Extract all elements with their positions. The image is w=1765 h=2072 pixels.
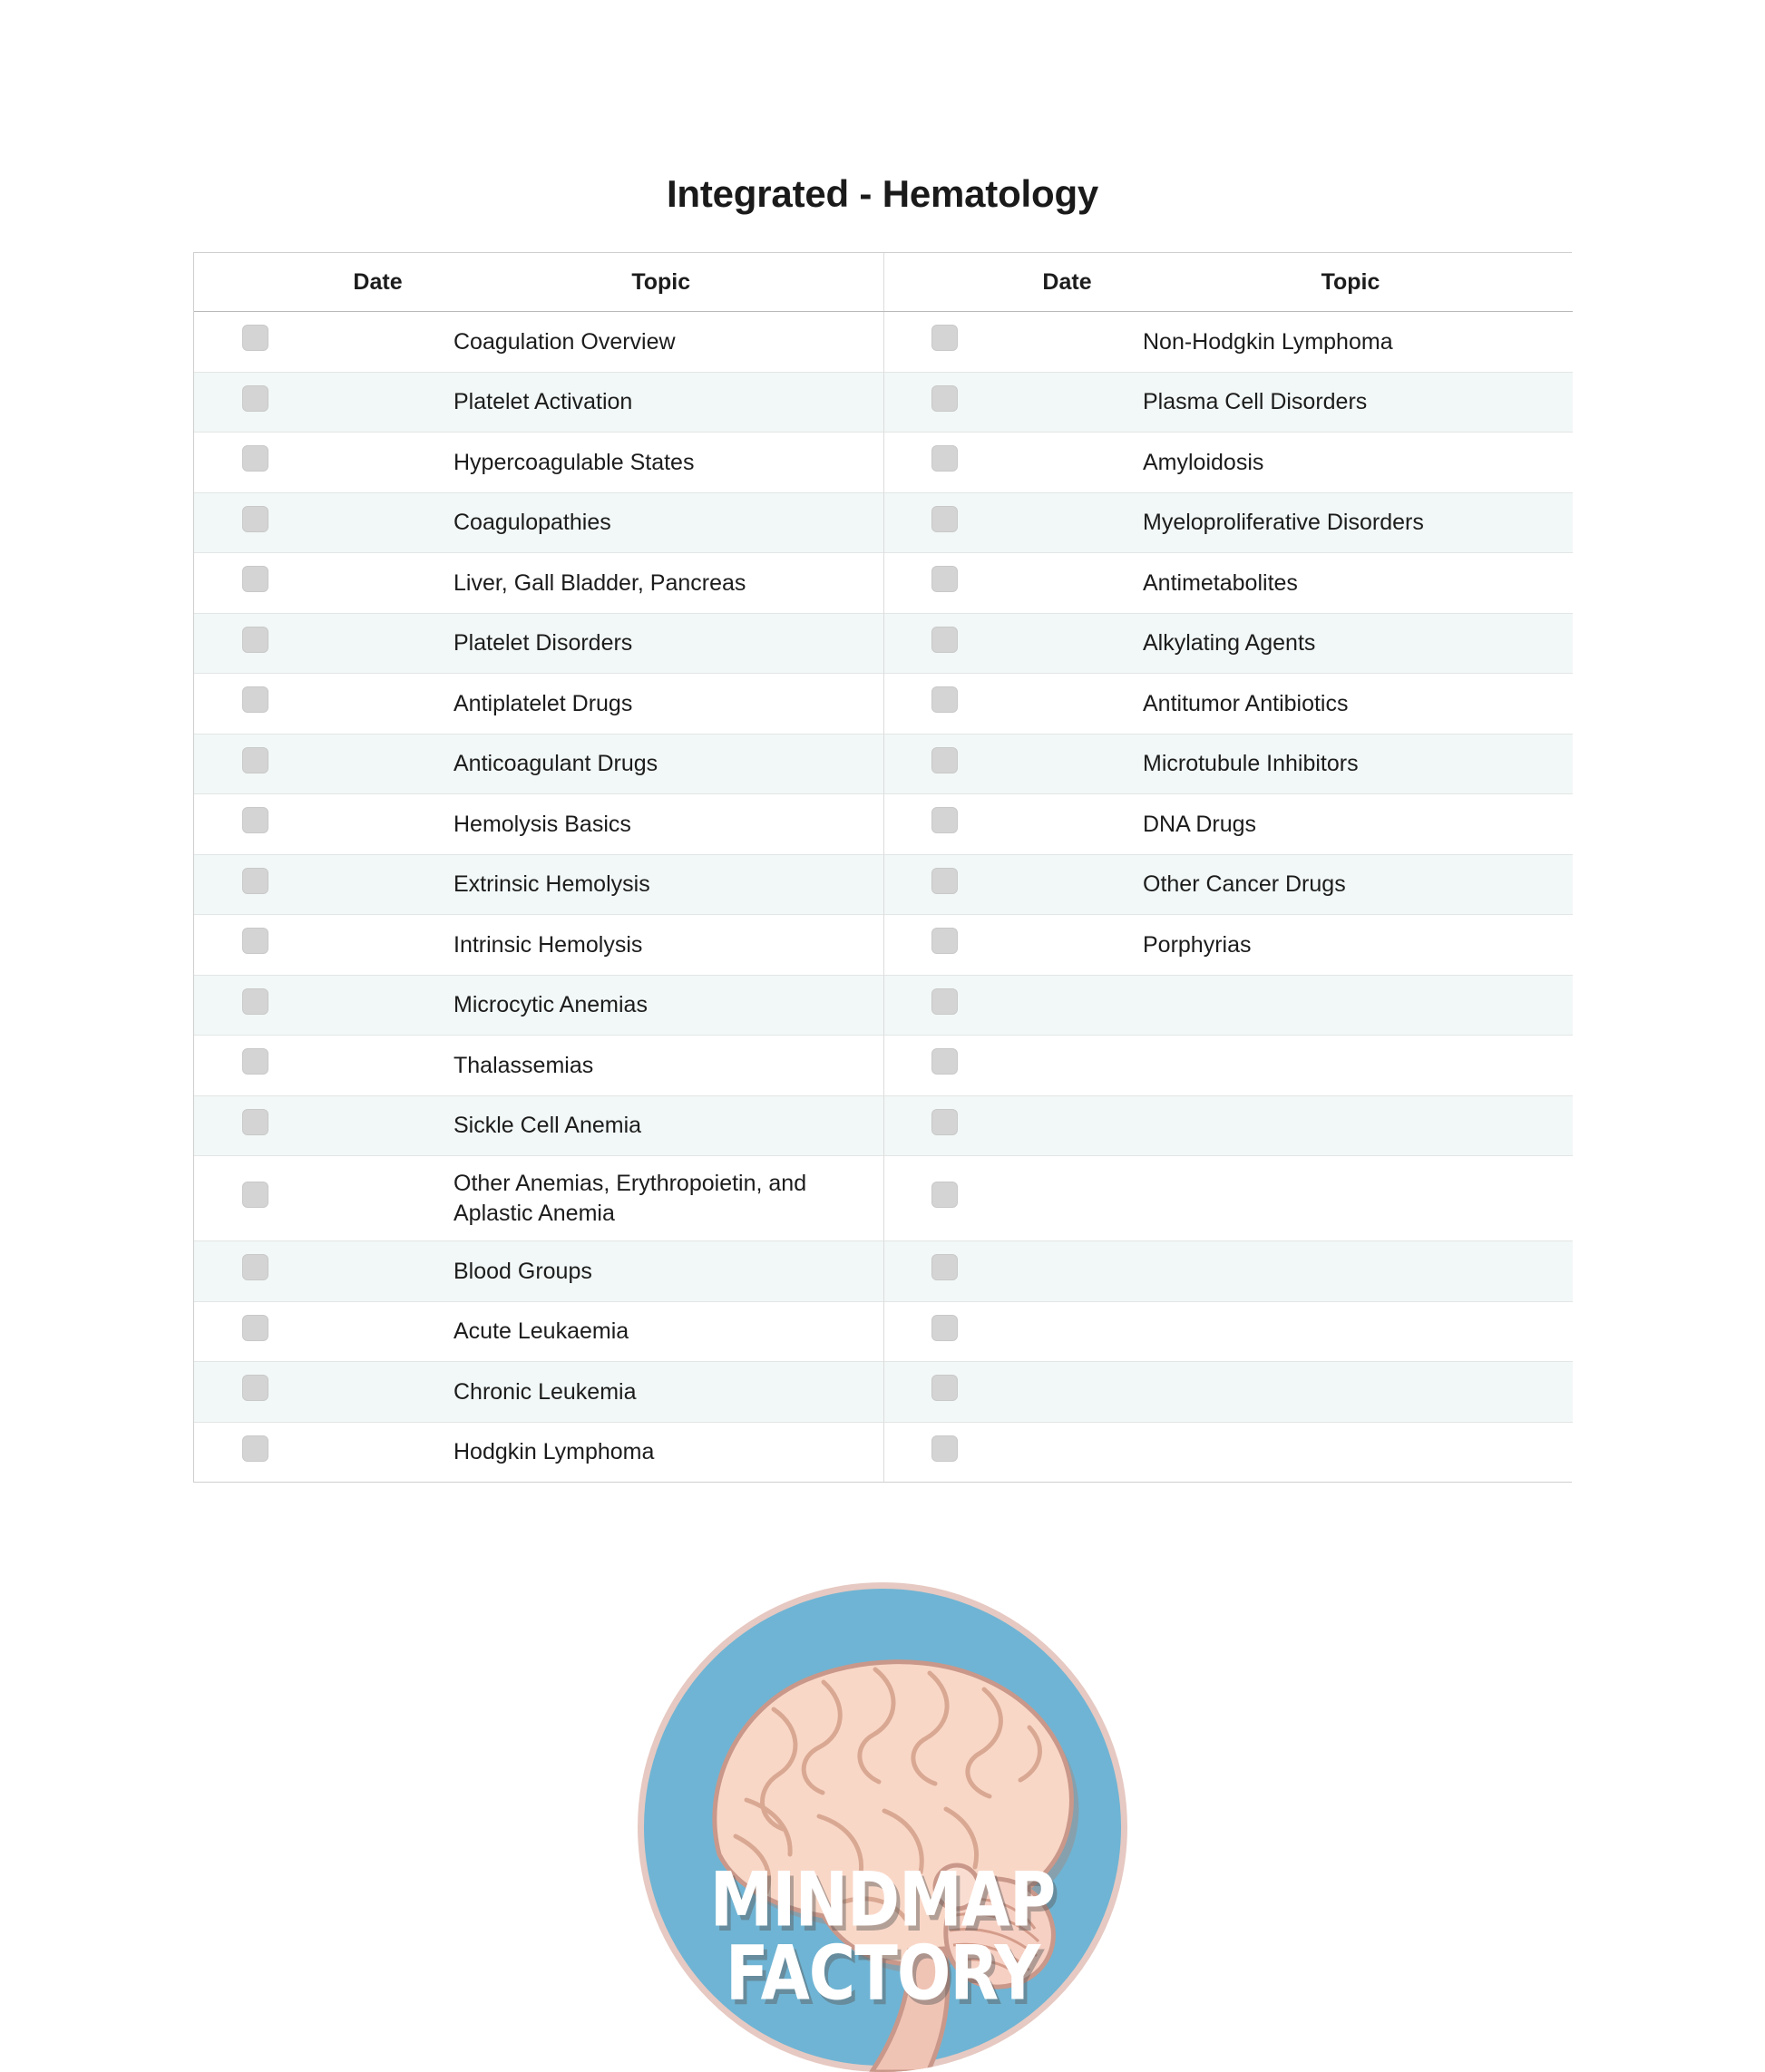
mindmap-factory-logo: [638, 1582, 1127, 2072]
row-date-right[interactable]: [1006, 975, 1128, 1036]
row-date-right[interactable]: [1006, 1422, 1128, 1482]
row-date-right[interactable]: [1006, 1156, 1128, 1241]
table-row: [194, 915, 1573, 976]
row-date-right[interactable]: [1006, 1095, 1128, 1156]
checkbox-right[interactable]: [931, 1109, 958, 1135]
table-row: [194, 1301, 1573, 1362]
row-checkbox-cell-left: [194, 613, 317, 674]
row-date-right[interactable]: [1006, 1301, 1128, 1362]
table-row: [194, 372, 1573, 433]
table-row: [194, 734, 1573, 794]
row-date-left[interactable]: [317, 854, 439, 915]
logo-wordmark-line1: MINDMAP: [709, 1855, 1056, 1944]
row-checkbox-cell-right: [883, 1362, 1006, 1423]
row-checkbox-cell-left: [194, 492, 317, 553]
row-checkbox-cell-right: [883, 854, 1006, 915]
row-topic-left: Anticoagulant Drugs: [439, 734, 883, 794]
row-topic-right: Antimetabolites: [1128, 553, 1573, 614]
row-topic-left: Acute Leukaemia: [439, 1301, 883, 1362]
checkbox-right[interactable]: [931, 988, 958, 1015]
row-topic-left: Antiplatelet Drugs: [439, 674, 883, 734]
table-row: [194, 794, 1573, 855]
header-topic-right: Topic: [1128, 253, 1573, 312]
checkbox-left[interactable]: [242, 566, 268, 592]
row-topic-right: [1128, 1362, 1573, 1423]
checkbox-right[interactable]: [931, 1375, 958, 1401]
checkbox-left[interactable]: [242, 1182, 268, 1208]
checkbox-right[interactable]: [931, 747, 958, 773]
header-topic-left: Topic: [439, 253, 883, 312]
header-checkbox-left: [194, 253, 317, 312]
row-date-left[interactable]: [317, 674, 439, 734]
row-checkbox-cell-right: [883, 1095, 1006, 1156]
header-date-left: Date: [317, 253, 439, 312]
row-checkbox-cell-right: [883, 1241, 1006, 1302]
checkbox-left[interactable]: [242, 1109, 268, 1135]
row-date-left[interactable]: [317, 1156, 439, 1241]
row-topic-left: Blood Groups: [439, 1241, 883, 1302]
table-row: [194, 975, 1573, 1036]
row-checkbox-cell-left: [194, 1422, 317, 1482]
row-topic-right: [1128, 1095, 1573, 1156]
row-topic-left: Chronic Leukemia: [439, 1362, 883, 1423]
checkbox-right[interactable]: [931, 1182, 958, 1208]
row-date-left[interactable]: [317, 794, 439, 855]
checkbox-left[interactable]: [242, 506, 268, 532]
table-row: [194, 433, 1573, 493]
checkbox-right[interactable]: [931, 445, 958, 472]
checkbox-left[interactable]: [242, 1435, 268, 1462]
topic-checklist-table: [194, 253, 1573, 1482]
row-date-right[interactable]: [1006, 372, 1128, 433]
row-checkbox-cell-left: [194, 1362, 317, 1423]
table-row: [194, 1422, 1573, 1482]
row-checkbox-cell-left: [194, 794, 317, 855]
row-checkbox-cell-right: [883, 674, 1006, 734]
header-date-right: Date: [1006, 253, 1128, 312]
checkbox-right[interactable]: [931, 1435, 958, 1462]
checkbox-right[interactable]: [931, 566, 958, 592]
checkbox-left[interactable]: [242, 747, 268, 773]
row-topic-left: Platelet Disorders: [439, 613, 883, 674]
logo-wordmark-line2: FACTORY: [725, 1929, 1040, 2017]
checkbox-right[interactable]: [931, 385, 958, 412]
row-date-left[interactable]: [317, 553, 439, 614]
checkbox-left[interactable]: [242, 627, 268, 653]
checkbox-right[interactable]: [931, 686, 958, 713]
row-topic-left: Sickle Cell Anemia: [439, 1095, 883, 1156]
table-body: [194, 312, 1573, 1483]
table-row: [194, 854, 1573, 915]
row-topic-left: Coagulopathies: [439, 492, 883, 553]
row-topic-right: Amyloidosis: [1128, 433, 1573, 493]
row-checkbox-cell-right: [883, 975, 1006, 1036]
row-checkbox-cell-right: [883, 1036, 1006, 1096]
checkbox-right[interactable]: [931, 928, 958, 954]
row-checkbox-cell-right: [883, 734, 1006, 794]
row-checkbox-cell-left: [194, 1036, 317, 1096]
row-date-left[interactable]: [317, 312, 439, 373]
row-checkbox-cell-left: [194, 854, 317, 915]
checklist-table-container: [193, 252, 1572, 1483]
page-title: Integrated - Hematology: [666, 172, 1099, 215]
checkbox-right[interactable]: [931, 627, 958, 653]
row-checkbox-cell-right: [883, 1301, 1006, 1362]
row-date-left[interactable]: [317, 372, 439, 433]
table-row: [194, 1156, 1573, 1241]
brain-illustration: [638, 1582, 1127, 2072]
row-topic-right: [1128, 1301, 1573, 1362]
row-date-left[interactable]: [317, 613, 439, 674]
checkbox-right[interactable]: [931, 1048, 958, 1075]
row-checkbox-cell-right: [883, 794, 1006, 855]
row-checkbox-cell-right: [883, 312, 1006, 373]
row-checkbox-cell-right: [883, 1156, 1006, 1241]
row-topic-left: Microcytic Anemias: [439, 975, 883, 1036]
row-topic-right: Porphyrias: [1128, 915, 1573, 976]
checkbox-left[interactable]: [242, 928, 268, 954]
row-date-left[interactable]: [317, 1241, 439, 1302]
table-row: [194, 1362, 1573, 1423]
row-topic-left: Thalassemias: [439, 1036, 883, 1096]
table-row: [194, 1036, 1573, 1096]
header-checkbox-right: [883, 253, 1006, 312]
row-checkbox-cell-left: [194, 1301, 317, 1362]
checkbox-right[interactable]: [931, 868, 958, 894]
checkbox-left[interactable]: [242, 686, 268, 713]
row-checkbox-cell-right: [883, 433, 1006, 493]
table-row: [194, 1241, 1573, 1302]
row-checkbox-cell-left: [194, 372, 317, 433]
row-date-right[interactable]: [1006, 312, 1128, 373]
row-date-left[interactable]: [317, 433, 439, 493]
row-topic-right: [1128, 1241, 1573, 1302]
checkbox-right[interactable]: [931, 506, 958, 532]
row-checkbox-cell-left: [194, 915, 317, 976]
table-row: [194, 1095, 1573, 1156]
row-date-right[interactable]: [1006, 613, 1128, 674]
row-topic-right: Antitumor Antibiotics: [1128, 674, 1573, 734]
row-date-left[interactable]: [317, 1301, 439, 1362]
row-date-left[interactable]: [317, 915, 439, 976]
row-date-right[interactable]: [1006, 734, 1128, 794]
row-topic-right: Non-Hodgkin Lymphoma: [1128, 312, 1573, 373]
row-checkbox-cell-right: [883, 492, 1006, 553]
table-header-row: [194, 253, 1573, 312]
row-date-right[interactable]: [1006, 674, 1128, 734]
table-row: [194, 312, 1573, 373]
row-topic-right: Myeloproliferative Disorders: [1128, 492, 1573, 553]
table-row: [194, 553, 1573, 614]
row-date-left[interactable]: [317, 975, 439, 1036]
row-checkbox-cell-left: [194, 1241, 317, 1302]
brand-logo-area: [0, 1582, 1765, 2072]
checkbox-left[interactable]: [242, 1254, 268, 1280]
row-topic-left: Intrinsic Hemolysis: [439, 915, 883, 976]
row-date-left[interactable]: [317, 1036, 439, 1096]
table-header: [194, 253, 1573, 312]
row-date-right[interactable]: [1006, 1241, 1128, 1302]
row-date-right[interactable]: [1006, 794, 1128, 855]
row-date-right[interactable]: [1006, 492, 1128, 553]
checkbox-right[interactable]: [931, 1315, 958, 1341]
row-topic-right: Plasma Cell Disorders: [1128, 372, 1573, 433]
row-date-left[interactable]: [317, 492, 439, 553]
row-topic-left: Other Anemias, Erythropoietin, and Aplastic Anemia: [439, 1156, 883, 1241]
checkbox-left[interactable]: [242, 325, 268, 351]
row-topic-left: Coagulation Overview: [439, 312, 883, 373]
row-topic-left: Hypercoagulable States: [439, 433, 883, 493]
row-checkbox-cell-left: [194, 734, 317, 794]
row-checkbox-cell-left: [194, 433, 317, 493]
checkbox-left[interactable]: [242, 868, 268, 894]
row-checkbox-cell-right: [883, 613, 1006, 674]
row-topic-right: [1128, 975, 1573, 1036]
row-checkbox-cell-right: [883, 553, 1006, 614]
checkbox-right[interactable]: [931, 1254, 958, 1280]
checkbox-left[interactable]: [242, 385, 268, 412]
row-date-left[interactable]: [317, 1095, 439, 1156]
checkbox-left[interactable]: [242, 1048, 268, 1075]
row-date-right[interactable]: [1006, 553, 1128, 614]
row-date-left[interactable]: [317, 1422, 439, 1482]
table-row: [194, 613, 1573, 674]
row-topic-right: Other Cancer Drugs: [1128, 854, 1573, 915]
row-date-right[interactable]: [1006, 1036, 1128, 1096]
row-topic-right: [1128, 1036, 1573, 1096]
row-topic-left: Platelet Activation: [439, 372, 883, 433]
row-checkbox-cell-left: [194, 1156, 317, 1241]
checkbox-left[interactable]: [242, 1375, 268, 1401]
checkbox-right[interactable]: [931, 807, 958, 833]
row-topic-left: Hemolysis Basics: [439, 794, 883, 855]
table-row: [194, 492, 1573, 553]
row-checkbox-cell-left: [194, 674, 317, 734]
checkbox-left[interactable]: [242, 1315, 268, 1341]
row-topic-right: DNA Drugs: [1128, 794, 1573, 855]
row-checkbox-cell-right: [883, 372, 1006, 433]
row-topic-left: Extrinsic Hemolysis: [439, 854, 883, 915]
checkbox-left[interactable]: [242, 988, 268, 1015]
row-topic-left: Liver, Gall Bladder, Pancreas: [439, 553, 883, 614]
row-checkbox-cell-left: [194, 1095, 317, 1156]
row-checkbox-cell-right: [883, 915, 1006, 976]
checkbox-left[interactable]: [242, 445, 268, 472]
row-topic-right: [1128, 1156, 1573, 1241]
row-date-left[interactable]: [317, 1362, 439, 1423]
row-topic-left: Hodgkin Lymphoma: [439, 1422, 883, 1482]
row-date-right[interactable]: [1006, 433, 1128, 493]
row-checkbox-cell-left: [194, 975, 317, 1036]
row-date-left[interactable]: [317, 734, 439, 794]
row-checkbox-cell-left: [194, 312, 317, 373]
table-row: [194, 674, 1573, 734]
row-checkbox-cell-right: [883, 1422, 1006, 1482]
row-checkbox-cell-left: [194, 553, 317, 614]
row-date-right[interactable]: [1006, 915, 1128, 976]
checkbox-left[interactable]: [242, 807, 268, 833]
row-topic-right: [1128, 1422, 1573, 1482]
row-topic-right: Microtubule Inhibitors: [1128, 734, 1573, 794]
row-topic-right: Alkylating Agents: [1128, 613, 1573, 674]
row-date-right[interactable]: [1006, 1362, 1128, 1423]
row-date-right[interactable]: [1006, 854, 1128, 915]
checkbox-right[interactable]: [931, 325, 958, 351]
